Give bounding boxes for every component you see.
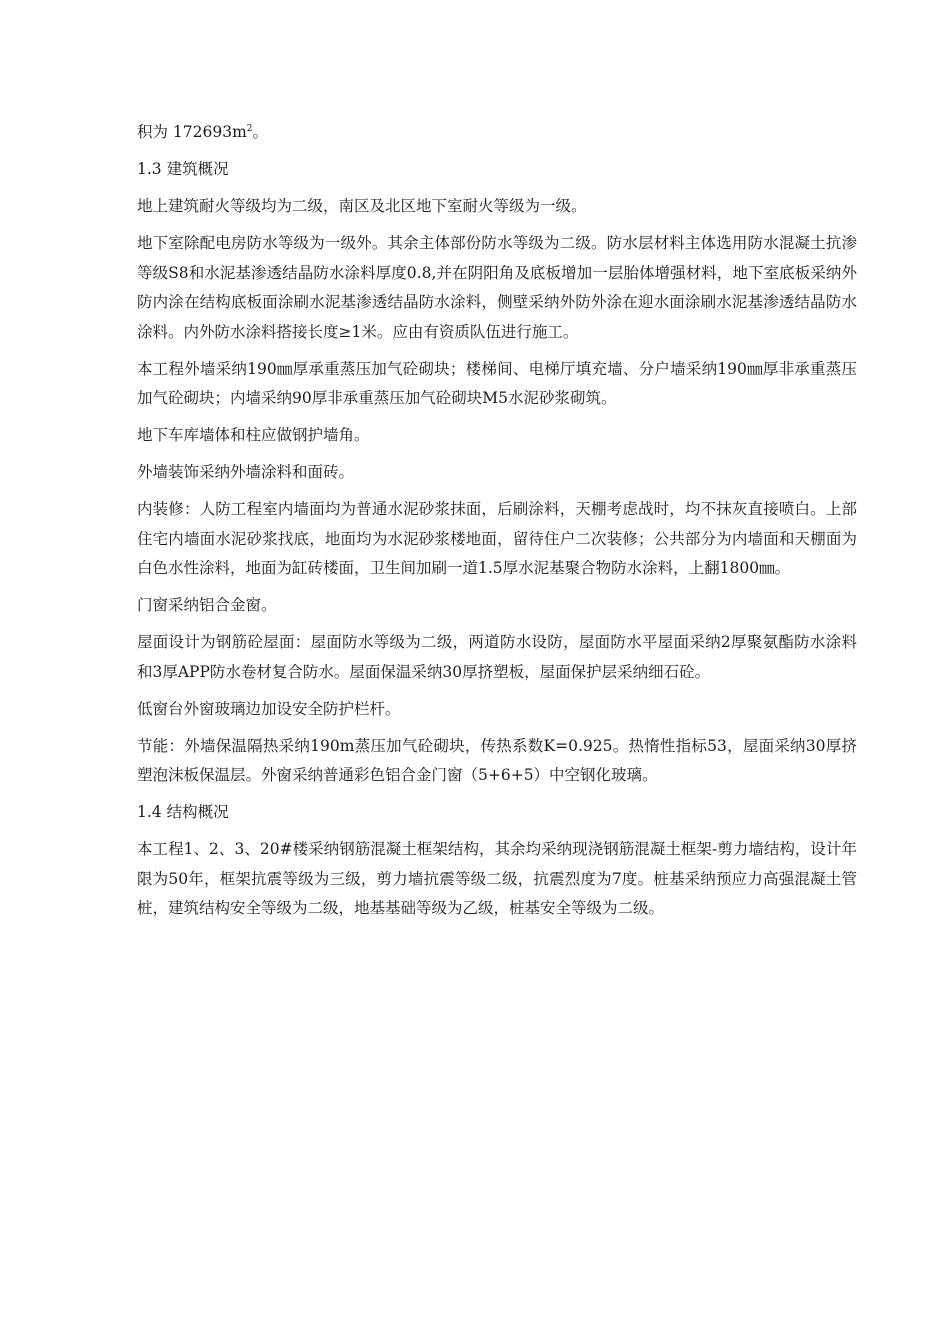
paragraph-structure: 本工程1、2、3、20#楼采纳钢筋混凝土框架结构，其余均采纳现浇钢筋混凝土框架-剪力墙结构，设计年限为50年，框架抗震等级为三级，剪力墙抗震等级二级，抗震烈度为7度。桩基采纳预应力高强混凝土管桩，建筑结构安全等级为二级，地基基础等级为乙级，桩基安全等级为二级。 [137, 840, 857, 917]
paragraph-energy: 节能：外墙保温隔热采纳190m蒸压加气砼砌块，传热系数K=0.925。热惰性指标53，屋面采纳30厚挤塑泡沫板保温层。外窗采纳普通彩色铝合金门窗（5+6+5）中空钢化玻璃。 [137, 736, 857, 784]
paragraph-waterproof: 地下室除配电房防水等级为一级外。其余主体部份防水等级为二级。防水层材料主体选用防水混凝土抗渗等级S8和水泥基渗透结晶防水涂料厚度0.8,并在阴阳角及底板增加一层胎体增强材料，地下室底板采纳外防内涂在结构底板面涂刷水泥基渗透结晶防水涂料，侧壁采纳外防外涂在迎水面涂刷水泥基渗透结晶防水涂料。内外防水涂料搭接长度≥1米。应由有资质队伍进行施工。 [137, 234, 857, 341]
area-suffix: 。 [252, 123, 269, 141]
section-1-4-heading: 1.4 结构概况 [137, 803, 229, 821]
area-text: 积为 172693m [137, 123, 247, 141]
paragraph-roof: 屋面设计为钢筋砼屋面：屋面防水等级为二级，两道防水设防，屋面防水平屋面采纳2厚聚氨酯防水涂料和3厚APP防水卷材复合防水。屋面保温采纳30厚挤塑板，屋面保护层采纳细石砼。 [137, 633, 857, 681]
paragraph-windows: 门窗采纳铝合金窗。 [137, 596, 277, 614]
paragraph-walls: 本工程外墙采纳190㎜厚承重蒸压加气砼砌块；楼梯间、电梯厅填充墙、分户墙采纳190㎜厚非承重蒸压加气砼砌块；内墙采纳90厚非承重蒸压加气砼砌块M5水泥砂浆砌筑。 [137, 359, 857, 407]
document-body [137, 118, 857, 931]
paragraph-interior: 内装修：人防工程室内墙面均为普通水泥砂浆抹面，后刷涂料，天棚考虑战时，均不抹灰直接喷白。上部住宅内墙面水泥砂浆找底，地面均为水泥砂浆楼地面，留待住户二次装修；公共部分为内墙面和天棚面为白色水性涂料，地面为缸砖楼面，卫生间加刷一道1.5厚水泥基聚合物防水涂料，上翻1800㎜。 [137, 500, 857, 577]
paragraph-fire-rating: 地上建筑耐火等级均为二级，南区及北区地下室耐火等级为一级。 [137, 197, 587, 215]
paragraph-exterior: 外墙装饰采纳外墙涂料和面砖。 [137, 463, 355, 481]
paragraph-garage: 地下车库墙体和柱应做钢护墙角。 [137, 426, 370, 444]
area-line [137, 118, 857, 148]
section-1-3-heading: 1.3 建筑概况 [137, 160, 229, 178]
area-superscript: 2 [246, 123, 253, 134]
paragraph-railing: 低窗台外窗玻璃边加设安全防护栏杆。 [137, 699, 401, 718]
